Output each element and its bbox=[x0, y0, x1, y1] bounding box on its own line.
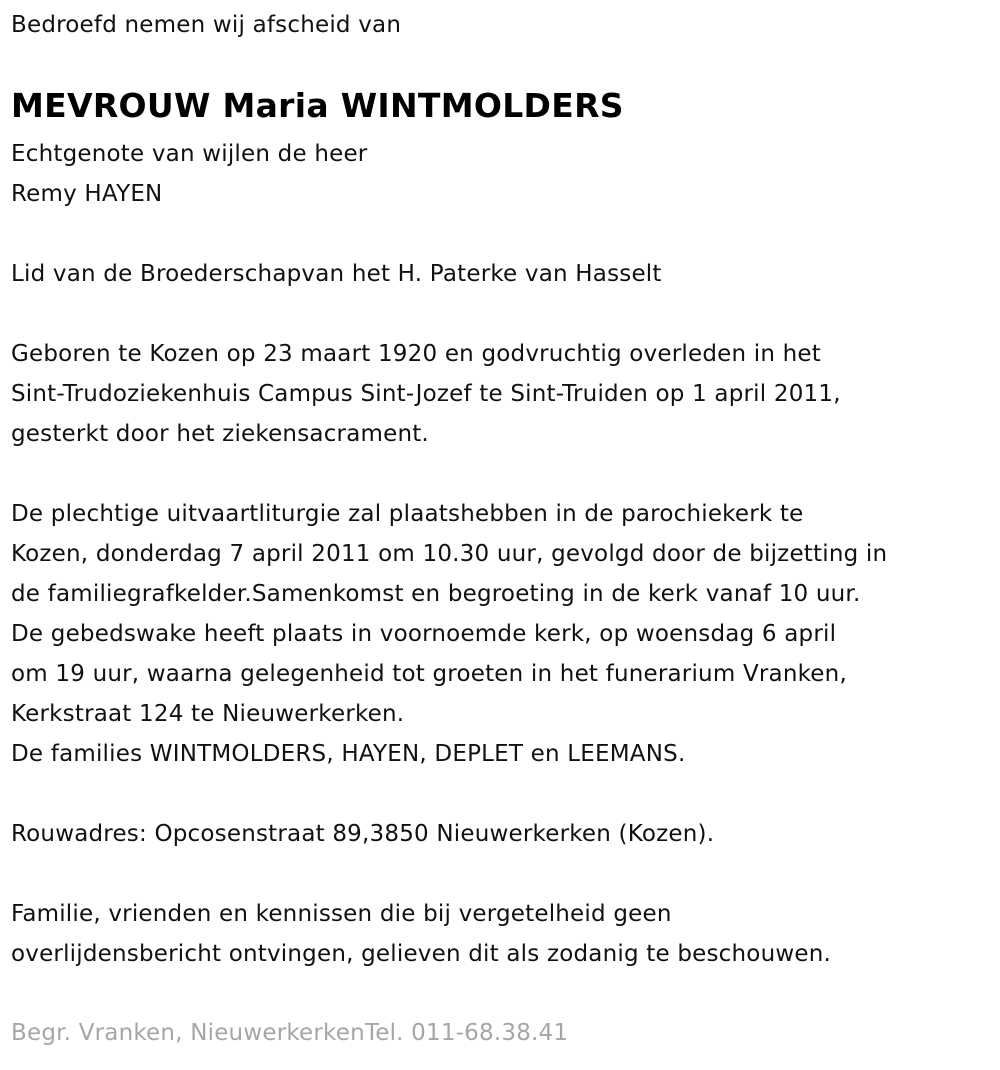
spouse-line-2: Remy HAYEN bbox=[11, 181, 163, 207]
funeral-line-4: De gebedswake heeft plaats in voornoemde kerk, op woensdag 6 april bbox=[11, 621, 837, 647]
families-line: De families WINTMOLDERS, HAYEN, DEPLET en LEEMANS. bbox=[11, 741, 686, 767]
membership-text: Lid van de Broederschapvan het H. Paterke van Hasselt bbox=[11, 261, 662, 287]
funeral-line-5: om 19 uur, waarna gelegenheid tot groeten in het funerarium Vranken, bbox=[11, 661, 847, 687]
funeral-line-6: Kerkstraat 124 te Nieuwerkerken. bbox=[11, 701, 405, 727]
funeral-line-2: Kozen, donderdag 7 april 2011 om 10.30 uur, gevolgd door de bijzetting in bbox=[11, 541, 888, 567]
birth-death-line-2: Sint-Trudoziekenhuis Campus Sint-Jozef te Sint-Truiden op 1 april 2011, bbox=[11, 381, 841, 407]
funeral-home-footer: Begr. Vranken, NieuwerkerkenTel. 011-68.38.41 bbox=[11, 1020, 569, 1046]
funeral-line-1: De plechtige uitvaartliturgie zal plaatshebben in de parochiekerk te bbox=[11, 501, 804, 527]
birth-death-line-1: Geboren te Kozen op 23 maart 1920 en godvruchtig overleden in het bbox=[11, 341, 822, 367]
spouse-line-1: Echtgenote van wijlen de heer bbox=[11, 141, 368, 167]
birth-death-line-3: gesterkt door het ziekensacrament. bbox=[11, 421, 429, 447]
notice-line-1: Familie, vrienden en kennissen die bij vergetelheid geen bbox=[11, 901, 672, 927]
intro-text: Bedroefd nemen wij afscheid van bbox=[11, 12, 402, 38]
notice-line-2: overlijdensbericht ontvingen, gelieven dit als zodanig te beschouwen. bbox=[11, 941, 831, 967]
mourning-address: Rouwadres: Opcosenstraat 89,3850 Nieuwerkerken (Kozen). bbox=[11, 821, 715, 847]
deceased-name: MEVROUW Maria WINTMOLDERS bbox=[11, 86, 624, 125]
funeral-line-3: de familiegrafkelder.Samenkomst en begroeting in de kerk vanaf 10 uur. bbox=[11, 581, 861, 607]
